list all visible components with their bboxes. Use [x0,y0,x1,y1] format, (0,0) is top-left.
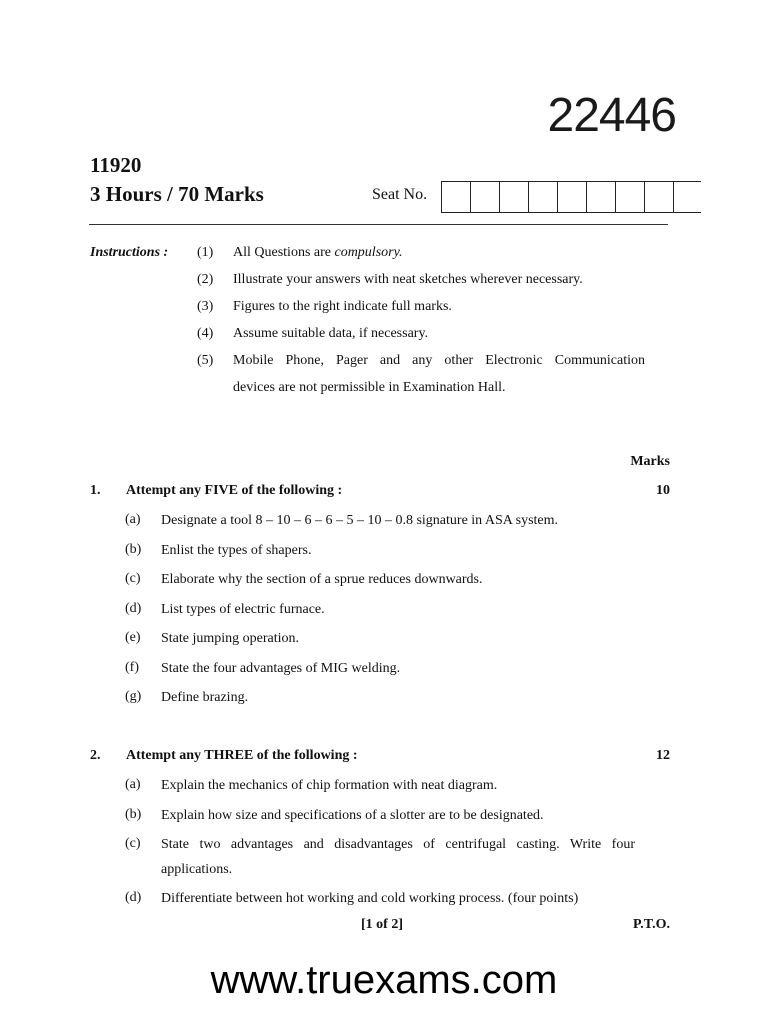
sub-question-text: Elaborate why the section of a sprue reduces downwards. [161,572,483,587]
seat-box[interactable] [558,182,587,212]
watermark-url: www.truexams.com [210,958,558,1002]
sub-question-text: Differentiate between hot working and cold working process. (four points) [161,891,579,906]
sub-question-label: (a) [125,777,141,792]
instruction-text [233,239,645,266]
instruction-number: (2) [197,272,214,287]
sub-question-label: (d) [125,601,142,616]
seat-box[interactable] [616,182,645,212]
paper-code: 22446 [547,89,676,142]
question-marks: 12 [656,748,670,763]
sub-question-text: Define brazing. [161,690,249,705]
sub-question-label: (c) [125,571,141,586]
instruction-text: Assume suitable data, if necessary. [233,326,429,341]
seat-box[interactable] [471,182,500,212]
header-divider [89,224,668,225]
sub-question-text-continued: applications. [161,862,233,877]
seat-number-label: Seat No. [372,186,428,203]
instruction-text-part: All Questions are [233,245,335,260]
exam-header [90,151,264,209]
sub-question-label: (f) [125,660,139,675]
sub-question-text: State two advantages and disadvantages of centrifugal casting. Write four [161,837,635,852]
sub-question-text: State the four advantages of MIG welding. [161,661,401,676]
marks-column-header: Marks [630,454,670,469]
instruction-emphasis: compulsory. [334,245,403,260]
question-title: Attempt any FIVE of the following : [126,483,343,498]
sub-question-text: List types of electric furnace. [161,602,325,617]
instruction-number: (3) [197,299,214,314]
seat-box[interactable] [587,182,616,212]
question-number: 1. [90,483,101,498]
sub-question-label: (b) [125,542,142,557]
seat-box[interactable] [442,182,471,212]
seat-box[interactable] [645,182,674,212]
seat-box[interactable] [500,182,529,212]
seat-box[interactable] [674,182,701,212]
page-number: [1 of 2] [361,917,403,932]
instruction-text: Figures to the right indicate full marks. [233,299,452,314]
duration-marks: 3 Hours / 70 Marks [90,182,264,206]
sub-question-label: (g) [125,689,142,704]
seat-number-boxes[interactable] [441,181,701,213]
seat-box[interactable] [529,182,558,212]
subject-code: 11920 [90,153,142,177]
sub-question-text: Designate a tool 8 – 10 – 6 – 6 – 5 – 10 – 0.8 signature in ASA system. [161,513,559,528]
instruction-text: Mobile Phone, Pager and any other Electronic Communication [233,353,645,368]
question-title: Attempt any THREE of the following : [126,748,358,763]
instructions-label: Instructions : [90,245,169,260]
sub-question-label: (e) [125,630,141,645]
instruction-number: (5) [197,353,214,368]
sub-question-text: State jumping operation. [161,631,300,646]
instruction-text: Illustrate your answers with neat sketches wherever necessary. [233,272,583,287]
question-number: 2. [90,748,101,763]
sub-question-text: Explain the mechanics of chip formation with neat diagram. [161,778,498,793]
sub-question-label: (a) [125,512,141,527]
instruction-number: (1) [197,245,214,260]
sub-question-text: Enlist the types of shapers. [161,543,312,558]
sub-question-label: (d) [125,890,142,905]
sub-question-label: (c) [125,836,141,851]
sub-question-text: Explain how size and specifications of a slotter are to be designated. [161,808,544,823]
instruction-number: (4) [197,326,214,341]
sub-question-label: (b) [125,807,142,822]
question-marks: 10 [656,483,670,498]
please-turn-over: P.T.O. [633,917,670,932]
instruction-text-continued: devices are not permissible in Examination Hall. [233,380,506,395]
